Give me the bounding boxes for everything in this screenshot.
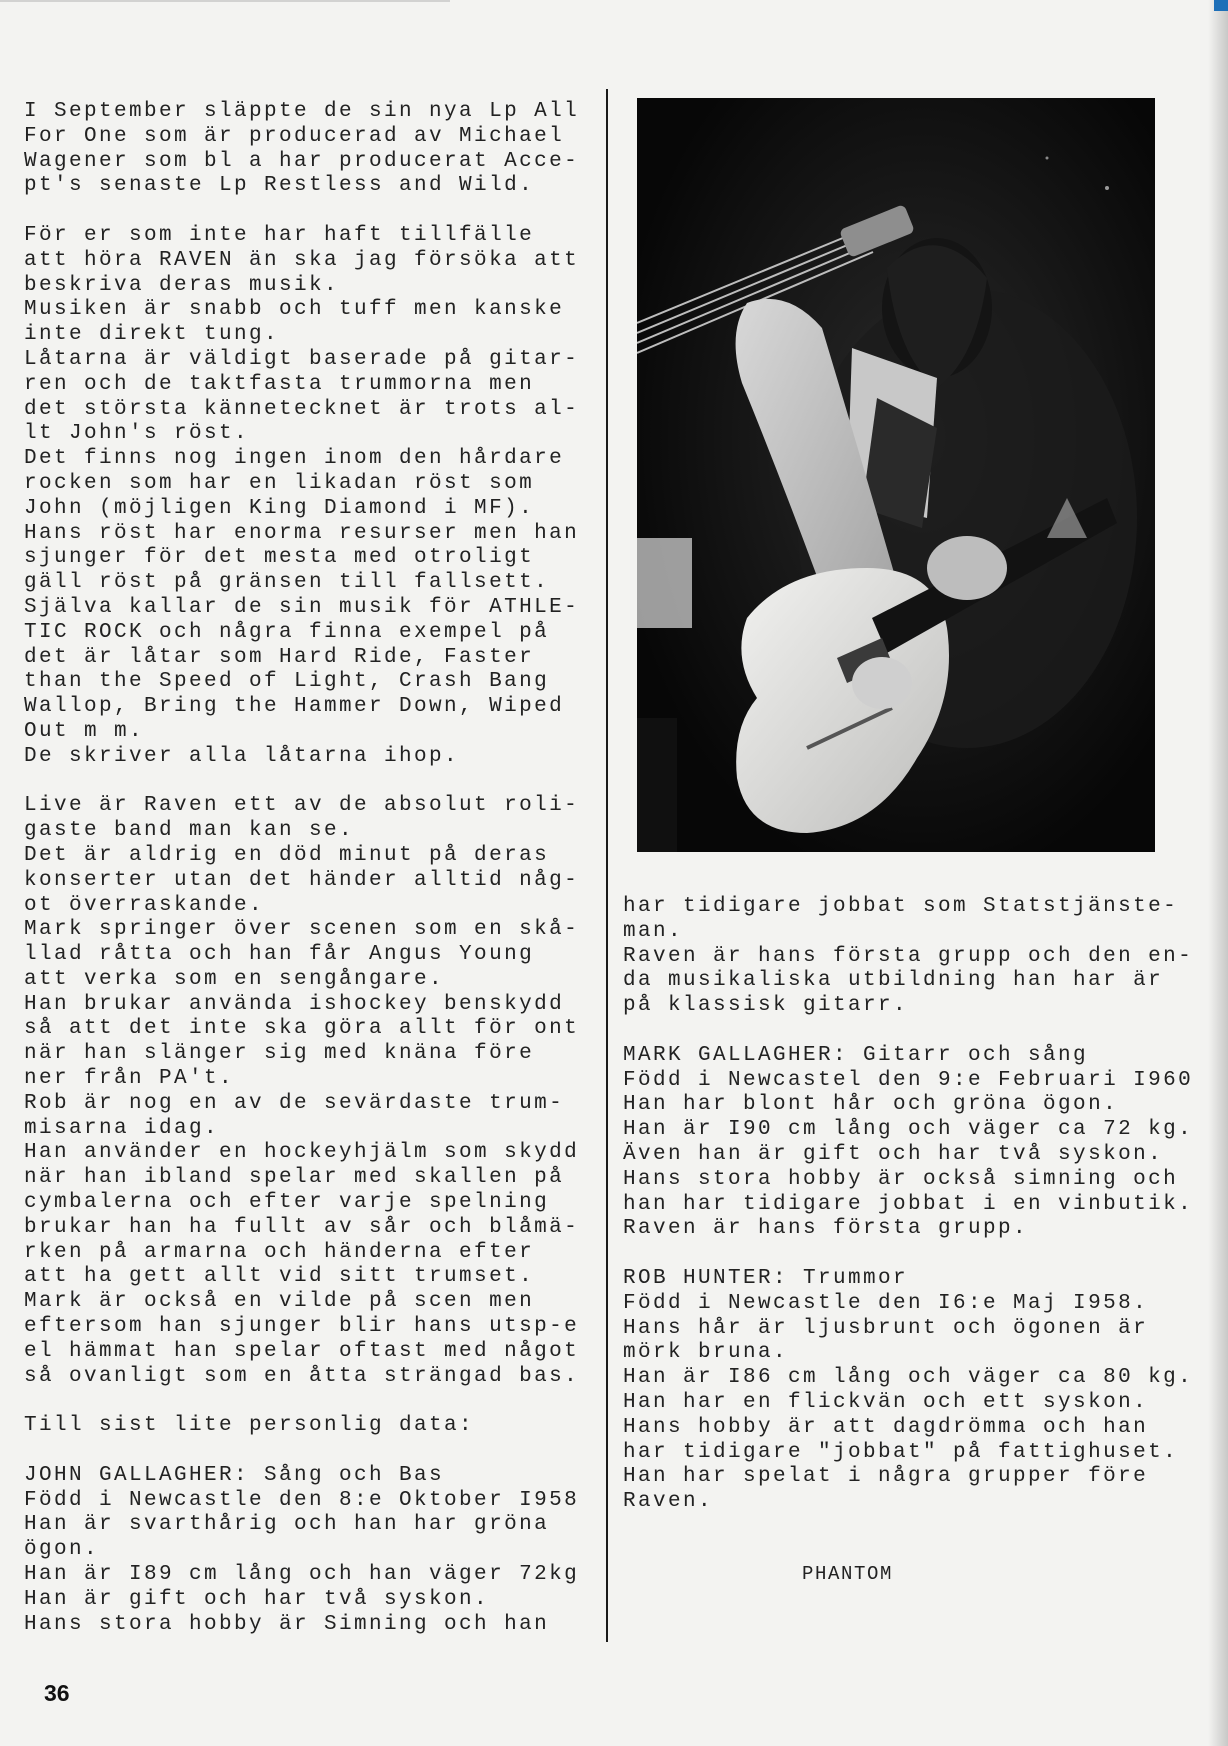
scan-artifact-line bbox=[0, 0, 450, 2]
text-line: Raven är hans första grupp. bbox=[623, 1217, 1029, 1241]
player-hand bbox=[927, 536, 1007, 600]
text-line: ROB HUNTER: Trummor bbox=[623, 1266, 909, 1290]
text-line: Till sist lite personlig data: bbox=[24, 1414, 475, 1438]
text-line: Låtarna är väldigt baserade på gitar- bbox=[24, 347, 580, 371]
paragraph bbox=[24, 100, 604, 199]
text-line: gäll röst på gränsen till fallsett. bbox=[24, 571, 550, 595]
text-line: konserter utan det händer alltid någ- bbox=[24, 868, 580, 892]
text-line: Även han är gift och har två syskon. bbox=[623, 1142, 1164, 1166]
text-line: Född i Newcastle den 8:e Oktober I958 bbox=[24, 1488, 580, 1512]
text-line: el hämmat han spelar oftast med något bbox=[24, 1339, 580, 1363]
stage-banner bbox=[637, 538, 692, 628]
text-line: Rob är nog en av de sevärdaste trum- bbox=[24, 1091, 565, 1115]
text-line: Han är I89 cm lång och han väger 72kg bbox=[24, 1563, 580, 1587]
text-line: Själva kallar de sin musik för ATHLE- bbox=[24, 595, 580, 619]
text-line: Raven är hans första grupp och den en- bbox=[623, 944, 1194, 968]
text-line: Mark är också en vilde på scen men bbox=[24, 1290, 535, 1314]
paragraph bbox=[24, 224, 604, 770]
text-line: när han slänger sig med knäna före bbox=[24, 1042, 535, 1066]
text-line: Wagener som bl a har producerat Acce- bbox=[24, 149, 580, 173]
text-line: Hans stora hobby är Simning och han bbox=[24, 1612, 550, 1636]
text-line: brukar han ha fullt av sår och blåmä- bbox=[24, 1215, 580, 1239]
text-line: ren och de taktfasta trummorna men bbox=[24, 372, 535, 396]
text-line: så ovanligt som en åtta strängad bas. bbox=[24, 1364, 580, 1388]
text-line: man. bbox=[623, 919, 684, 943]
text-line: att verka som en sengångare. bbox=[24, 967, 445, 991]
text-line: misarna idag. bbox=[24, 1116, 220, 1140]
right-text-column bbox=[623, 895, 1219, 1540]
paragraph bbox=[24, 1464, 604, 1638]
text-line: John (möjligen King Diamond i MF). bbox=[24, 496, 535, 520]
text-line: Han har blont hår och gröna ögon. bbox=[623, 1093, 1119, 1117]
text-line: than the Speed of Light, Crash Bang bbox=[24, 670, 550, 694]
concert-photo bbox=[637, 98, 1155, 852]
text-line: Han använder en hockeyhjälm som skydd bbox=[24, 1141, 580, 1165]
scan-edge-mark bbox=[1214, 0, 1228, 11]
text-line: Född i Newcastle den I6:e Maj I958. bbox=[623, 1291, 1149, 1315]
text-line: inte direkt tung. bbox=[24, 323, 280, 347]
text-line: har tidigare jobbat som Statstjänste- bbox=[623, 895, 1179, 918]
text-line: llad råtta och han får Angus Young bbox=[24, 943, 535, 967]
text-line: att höra RAVEN än ska jag försöka att bbox=[24, 248, 580, 272]
paragraph bbox=[24, 1414, 604, 1439]
text-line: pt's senaste Lp Restless and Wild. bbox=[24, 174, 535, 198]
text-line: Det är aldrig en död minut på deras bbox=[24, 843, 550, 867]
text-line: beskriva deras musik. bbox=[24, 273, 340, 297]
text-line: Hans hår är ljusbrunt och ögonen är bbox=[623, 1316, 1149, 1340]
text-line: han har tidigare jobbat i en vinbutik. bbox=[623, 1192, 1194, 1216]
text-line: JOHN GALLAGHER: Sång och Bas bbox=[24, 1463, 445, 1487]
text-line: Han är svarthårig och han har gröna bbox=[24, 1513, 550, 1537]
text-line: eftersom han sjunger blir hans utsp-e bbox=[24, 1315, 580, 1339]
text-line: Född i Newcastel den 9:e Februari I960 bbox=[623, 1068, 1194, 1092]
text-line: så att det inte ska göra allt för ont bbox=[24, 1017, 580, 1041]
text-line: när han ibland spelar med skallen på bbox=[24, 1166, 565, 1190]
paragraph bbox=[623, 1267, 1219, 1515]
text-line: MARK GALLAGHER: Gitarr och sång bbox=[623, 1043, 1089, 1067]
text-line: Hans stora hobby är också simning och bbox=[623, 1167, 1179, 1191]
text-line: det största kännetecknet är trots al- bbox=[24, 397, 580, 421]
text-line: För er som inte har haft tillfälle bbox=[24, 223, 535, 247]
text-line: på klassisk gitarr. bbox=[623, 994, 909, 1018]
text-line: da musikaliska utbildning han har är bbox=[623, 969, 1164, 993]
text-line: rken på armarna och händerna efter bbox=[24, 1240, 535, 1264]
text-line: Han har spelat i några grupper före bbox=[623, 1465, 1149, 1489]
text-line: det är låtar som Hard Ride, Faster bbox=[24, 645, 535, 669]
text-line: Han är I90 cm lång och väger ca 72 kg. bbox=[623, 1118, 1194, 1142]
text-line: rocken som har en likadan röst som bbox=[24, 471, 535, 495]
text-line: Det finns nog ingen inom den hårdare bbox=[24, 447, 565, 471]
paragraph bbox=[623, 1044, 1219, 1242]
column-divider bbox=[606, 89, 608, 1642]
left-text-column bbox=[24, 100, 604, 1662]
text-line: Han har en flickvän och ett syskon. bbox=[623, 1390, 1149, 1414]
paragraph bbox=[24, 794, 604, 1389]
page-number: 36 bbox=[44, 1680, 70, 1706]
text-line: Hans hobby är att dagdrömma och han bbox=[623, 1415, 1149, 1439]
text-line: For One som är producerad av Michael bbox=[24, 124, 565, 148]
text-line: ner från PA't. bbox=[24, 1067, 235, 1091]
scan-edge-shadow bbox=[1208, 0, 1228, 1746]
text-line: ögon. bbox=[24, 1538, 100, 1562]
text-line: Mark springer över scenen som en skå- bbox=[24, 918, 580, 942]
text-line: har tidigare "jobbat" på fattighuset. bbox=[623, 1440, 1179, 1464]
text-line: ot överraskande. bbox=[24, 893, 265, 917]
text-line: cymbalerna och efter varje spelning bbox=[24, 1191, 550, 1215]
text-line: Han är gift och har två syskon. bbox=[24, 1587, 490, 1611]
text-line: sjunger för det mesta med otroligt bbox=[24, 546, 535, 570]
text-line: Han är I86 cm lång och väger ca 80 kg. bbox=[623, 1366, 1194, 1390]
text-line: Hans röst har enorma resurser men han bbox=[24, 521, 580, 545]
text-line: att ha gett allt vid sitt trumset. bbox=[24, 1265, 535, 1289]
text-line: lt John's röst. bbox=[24, 422, 250, 446]
text-line: I September släppte de sin nya Lp All bbox=[24, 100, 580, 123]
author-signature: PHANTOM bbox=[802, 1563, 894, 1585]
paragraph bbox=[623, 895, 1219, 1019]
text-line: mörk bruna. bbox=[623, 1341, 789, 1365]
text-line: Musiken är snabb och tuff men kanske bbox=[24, 298, 565, 322]
text-line: Wallop, Bring the Hammer Down, Wiped bbox=[24, 695, 565, 719]
text-line: Raven. bbox=[623, 1490, 714, 1514]
text-line: Out m m. bbox=[24, 719, 145, 743]
text-line: gaste band man kan se. bbox=[24, 819, 355, 843]
text-line: Han brukar använda ishockey benskydd bbox=[24, 992, 565, 1016]
text-line: De skriver alla låtarna ihop. bbox=[24, 744, 460, 768]
text-line: Live är Raven ett av de absolut roli- bbox=[24, 794, 580, 818]
text-line: TIC ROCK och några finna exempel på bbox=[24, 620, 550, 644]
